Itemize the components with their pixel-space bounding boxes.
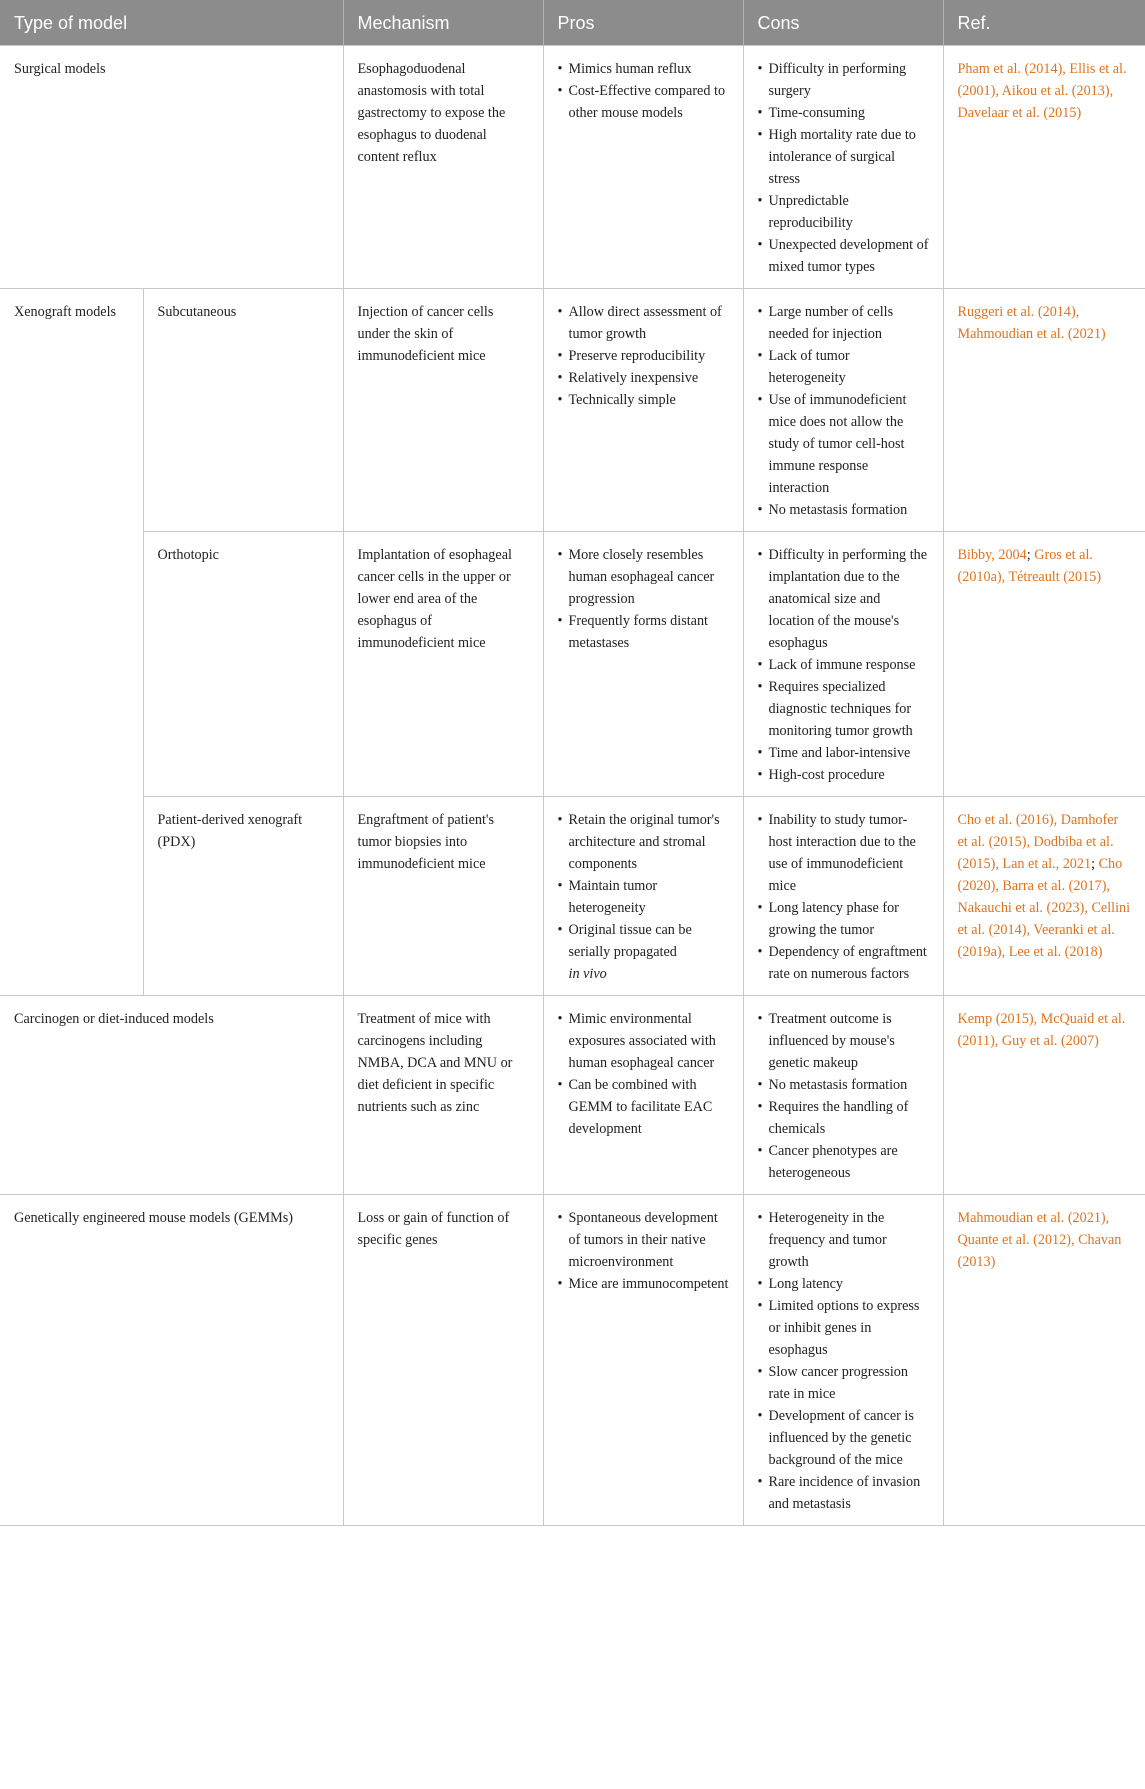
ref-link[interactable]: Damhofer et al. (2015), [957, 812, 1119, 850]
header-row [0, 0, 1145, 46]
pros-item: • Mimic environmental exposures associated with human esophageal cancer [558, 1008, 729, 1074]
type-cell: Carcinogen or diet-induced models [0, 996, 343, 1195]
ref-link[interactable]: Ellis et al. (2001), [957, 61, 1127, 99]
ref-link[interactable]: Chavan (2013) [957, 1232, 1122, 1270]
ref-link[interactable]: Bibby, 2004 [957, 547, 1027, 563]
cons-cell [743, 46, 943, 289]
cons-item: • Cancer phenotypes are heterogeneous [758, 1140, 929, 1184]
cons-item: • Limited options to express or inhibit genes in esophagus [758, 1295, 929, 1361]
pros-cell [543, 289, 743, 532]
table-row [0, 46, 1145, 289]
pros-item: • Maintain tumor heterogeneity [558, 875, 729, 919]
cons-item: • Inability to study tumor-host interaction due to the use of immunodeficient mice [758, 809, 929, 897]
cons-cell [743, 289, 943, 532]
ref-link[interactable]: Mahmoudian et al. (2021) [957, 326, 1106, 342]
group-cell: Xenograft models [0, 289, 143, 996]
ref-link[interactable]: Cellini et al. (2014), [957, 900, 1131, 938]
cons-item: • Use of immunodeficient mice does not allow the study of tumor cell-host immune response interaction [758, 389, 929, 499]
ref-cell [943, 1195, 1145, 1526]
table-row [0, 532, 1145, 797]
header-mechanism: Mechanism [343, 0, 543, 46]
cons-item: • Unexpected development of mixed tumor types [758, 234, 929, 278]
ref-link[interactable]: Mahmoudian et al. (2021), [957, 1210, 1110, 1226]
ref-link[interactable]: McQuaid et al. (2011), [957, 1011, 1126, 1049]
table-row [0, 797, 1145, 996]
cons-item: • Requires the handling of chemicals [758, 1096, 929, 1140]
pros-cell [543, 532, 743, 797]
header-cons: Cons [743, 0, 943, 46]
ref-cell [943, 289, 1145, 532]
header-ref: Ref. [943, 0, 1145, 46]
ref-link[interactable]: Cho et al. (2016), [957, 812, 1058, 828]
cons-item: • Rare incidence of invasion and metastasis [758, 1471, 929, 1515]
ref-cell [943, 532, 1145, 797]
cons-item: • High-cost procedure [758, 764, 929, 786]
pros-item: • Preserve reproducibility [558, 345, 729, 367]
cons-item: • Time and labor-intensive [758, 742, 929, 764]
mechanism-cell: Injection of cancer cells under the skin of immunodeficient mice [343, 289, 543, 532]
pros-cell [543, 46, 743, 289]
cons-item: • Long latency [758, 1273, 929, 1295]
table-row [0, 289, 1145, 532]
ref-link[interactable]: Lan et al., 2021 [1002, 856, 1092, 872]
pros-item: • Allow direct assessment of tumor growth [558, 301, 729, 345]
pros-item: • Spontaneous development of tumors in their native microenvironment [558, 1207, 729, 1273]
cons-item: • No metastasis formation [758, 1074, 929, 1096]
pros-item [558, 919, 729, 985]
ref-link[interactable]: Barra et al. (2017), [1002, 878, 1110, 894]
ref-link[interactable]: Lee et al. (2018) [1008, 944, 1103, 960]
pros-cell [543, 1195, 743, 1526]
ref-link[interactable]: Pham et al. (2014), [957, 61, 1066, 77]
mechanism-cell: Treatment of mice with carcinogens including NMBA, DCA and MNU or diet deficient in specific nutrients such as zinc [343, 996, 543, 1195]
cons-item: • Heterogeneity in the frequency and tumor growth [758, 1207, 929, 1273]
subtype-cell: Orthotopic [143, 532, 343, 797]
cons-item: • Long latency phase for growing the tumor [758, 897, 929, 941]
pros-item: • Mice are immunocompetent [558, 1273, 729, 1295]
ref-link[interactable]: Dodbiba et al. (2015), [957, 834, 1114, 872]
pros-item-italic: in vivo [568, 966, 607, 982]
ref-link[interactable]: Gros et al. (2010a), [957, 547, 1093, 585]
cons-item: • Dependency of engraftment rate on numerous factors [758, 941, 929, 985]
ref-link[interactable]: Tétreault (2015) [1008, 569, 1102, 585]
subtype-cell: Subcutaneous [143, 289, 343, 532]
header-type: Type of model [0, 0, 343, 46]
pros-item-text: Original tissue can be serially propagated [568, 922, 692, 960]
ref-link[interactable]: Quante et al. (2012), [957, 1232, 1075, 1248]
type-cell: Surgical models [0, 46, 343, 289]
ref-cell [943, 996, 1145, 1195]
ref-link[interactable]: Guy et al. (2007) [1001, 1033, 1099, 1049]
pros-cell [543, 996, 743, 1195]
mechanism-cell: Engraftment of patient's tumor biopsies into immunodeficient mice [343, 797, 543, 996]
cons-item: • Lack of immune response [758, 654, 929, 676]
table-row [0, 996, 1145, 1195]
subtype-cell: Patient-derived xenograft (PDX) [143, 797, 343, 996]
cons-cell [743, 1195, 943, 1526]
cons-cell [743, 797, 943, 996]
ref-link[interactable]: Kemp (2015), [957, 1011, 1038, 1027]
pros-item: • Can be combined with GEMM to facilitate EAC development [558, 1074, 729, 1140]
ref-cell [943, 797, 1145, 996]
cons-item: • Lack of tumor heterogeneity [758, 345, 929, 389]
cons-item: • No metastasis formation [758, 499, 929, 521]
cons-item: • Treatment outcome is influenced by mouse's genetic makeup [758, 1008, 929, 1074]
cons-item: • Large number of cells needed for injection [758, 301, 929, 345]
header-pros: Pros [543, 0, 743, 46]
ref-separator: ; [1091, 856, 1099, 872]
mechanism-cell: Implantation of esophageal cancer cells in the upper or lower end area of the esophagus of immunodeficient mice [343, 532, 543, 797]
cons-item: • Time-consuming [758, 102, 929, 124]
ref-link[interactable]: Nakauchi et al. (2023), [957, 900, 1088, 916]
mechanism-cell: Esophagoduodenal anastomosis with total gastrectomy to expose the esophagus to duodenal content reflux [343, 46, 543, 289]
ref-separator: ; [1026, 547, 1035, 563]
cons-item: • High mortality rate due to intolerance of surgical stress [758, 124, 929, 190]
pros-cell [543, 797, 743, 996]
table-row [0, 1195, 1145, 1526]
ref-link[interactable]: Ruggeri et al. (2014), [957, 304, 1080, 320]
ref-link[interactable]: Aikou et al. (2013), [1001, 83, 1114, 99]
cons-cell [743, 996, 943, 1195]
pros-item: • Mimics human reflux [558, 58, 729, 80]
cons-item: • Difficulty in performing surgery [758, 58, 929, 102]
ref-link[interactable]: Veeranki et al. (2019a), [957, 922, 1115, 960]
cons-cell [743, 532, 943, 797]
pros-item: • Cost-Effective compared to other mouse models [558, 80, 729, 124]
pros-item: • Technically simple [558, 389, 729, 411]
cons-item: • Development of cancer is influenced by the genetic background of the mice [758, 1405, 929, 1471]
mechanism-cell: Loss or gain of function of specific genes [343, 1195, 543, 1526]
pros-item: • Relatively inexpensive [558, 367, 729, 389]
ref-link[interactable]: Cho (2020), [957, 856, 1123, 894]
pros-item: • More closely resembles human esophageal cancer progression [558, 544, 729, 610]
cons-item: • Difficulty in performing the implantation due to the anatomical size and location of the mouse's esophagus [758, 544, 929, 654]
ref-link[interactable]: Davelaar et al. (2015) [957, 105, 1082, 121]
ref-cell [943, 46, 1145, 289]
pros-item: • Retain the original tumor's architecture and stromal components [558, 809, 729, 875]
pros-item: • Frequently forms distant metastases [558, 610, 729, 654]
cons-item: • Requires specialized diagnostic techniques for monitoring tumor growth [758, 676, 929, 742]
type-cell: Genetically engineered mouse models (GEMMs) [0, 1195, 343, 1526]
cons-item: • Unpredictable reproducibility [758, 190, 929, 234]
cons-item: • Slow cancer progression rate in mice [758, 1361, 929, 1405]
